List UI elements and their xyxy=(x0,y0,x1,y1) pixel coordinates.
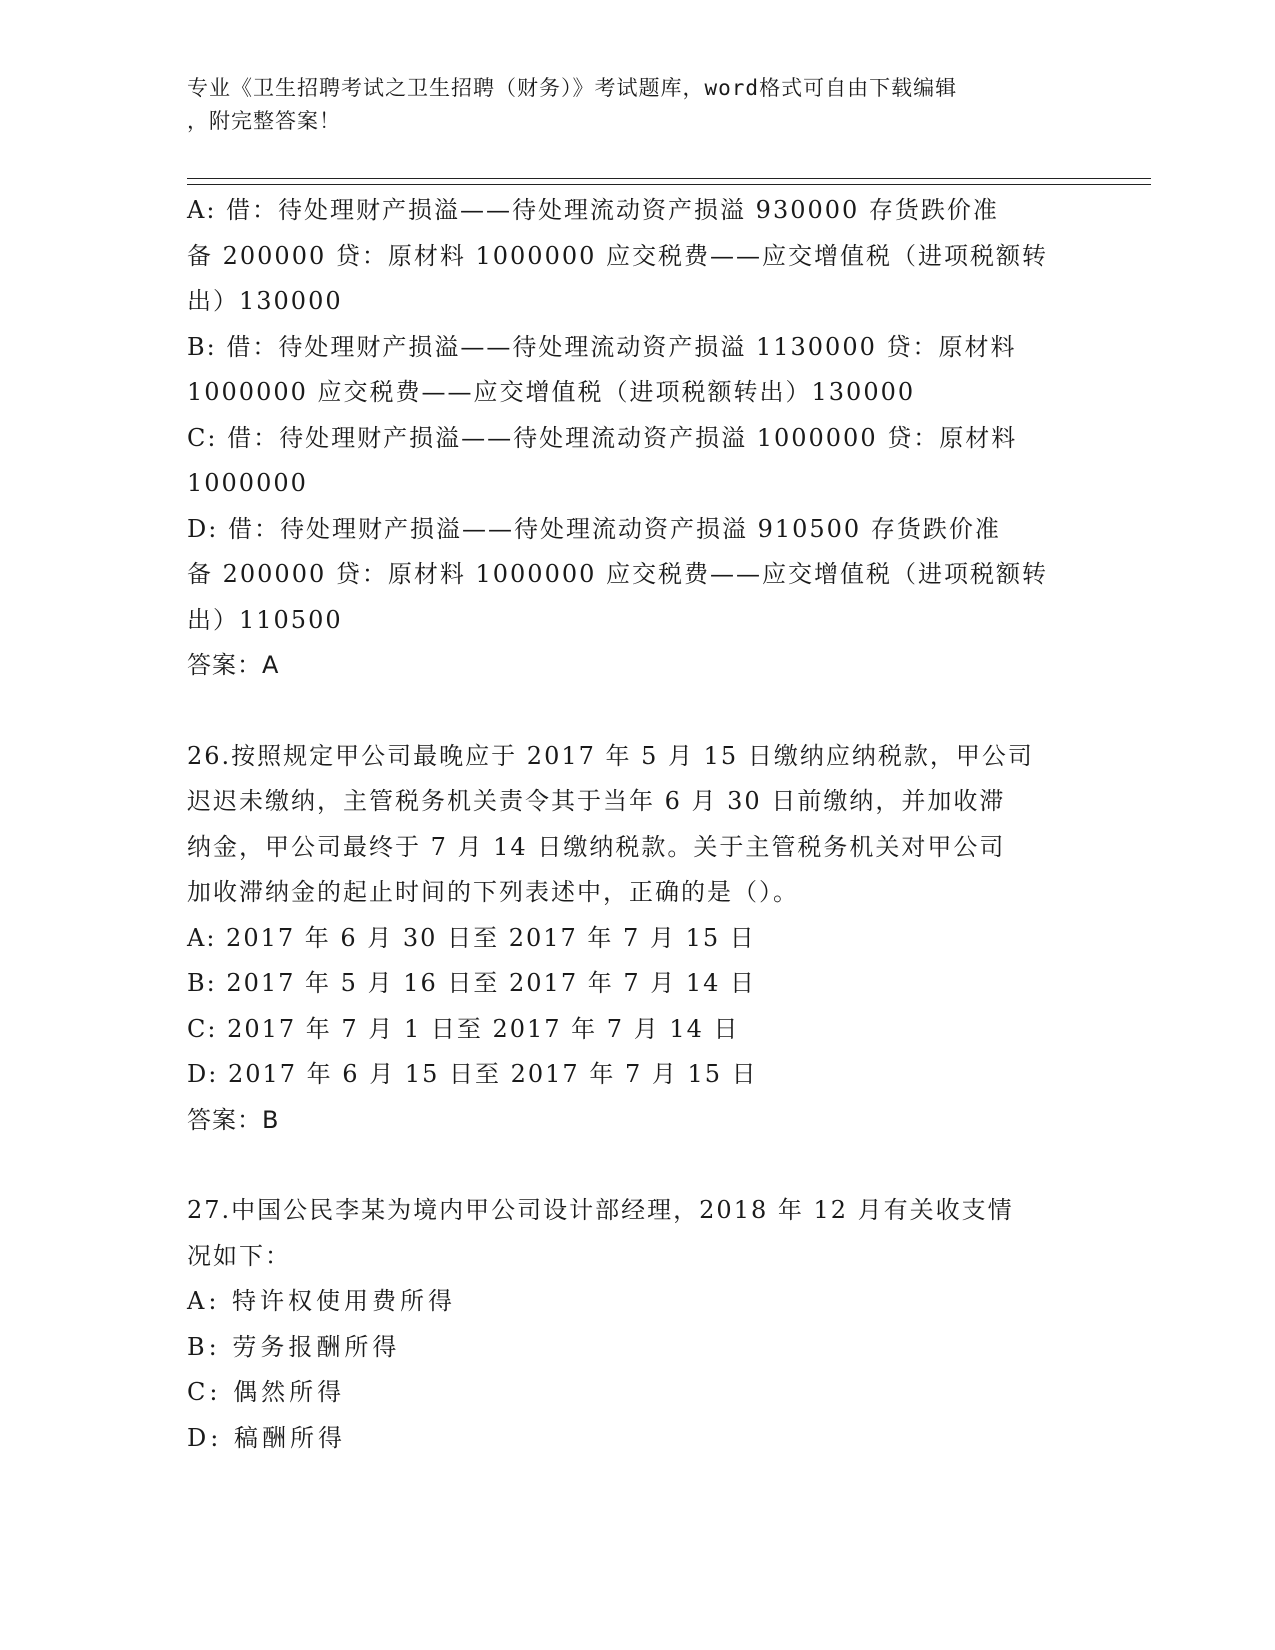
option-line: 出）130000 xyxy=(187,287,343,315)
option-line: 出）110500 xyxy=(187,605,343,634)
option-c: C: 2017 年 7 月 1 日至 2017 年 7 月 14 日 xyxy=(187,1014,740,1043)
option-b: B: 劳务报酬所得 xyxy=(187,1332,401,1361)
option-c xyxy=(187,416,1077,507)
option-line: 1000000 应交税费——应交增值税（进项税额转出）130000 xyxy=(187,378,916,406)
question-line: 况如下： xyxy=(187,1241,291,1270)
question-25-block xyxy=(187,188,1077,689)
option-a: A: 2017 年 6 月 30 日至 2017 年 7 月 15 日 xyxy=(187,923,756,952)
question-line: 纳金，甲公司最终于 7 月 14 日缴纳税款。关于主管税务机关对甲公司 xyxy=(187,832,1006,861)
question-text xyxy=(187,734,1077,916)
question-line: 27.中国公民李某为境内甲公司设计部经理，2018 年 12 月有关收支情 xyxy=(187,1196,1014,1224)
document-header xyxy=(187,72,1077,138)
option-line: B: 借：待处理财产损溢——待处理流动资产损溢 1130000 贷：原材料 xyxy=(187,332,1017,361)
option-d: D: 2017 年 6 月 15 日至 2017 年 7 月 15 日 xyxy=(187,1060,758,1088)
option-d xyxy=(187,507,1077,644)
option-line: 备 200000 贷：原材料 1000000 应交税费——应交增值税（进项税额转 xyxy=(187,241,1049,270)
header-line-2: ，附完整答案！ xyxy=(187,109,341,133)
spacer xyxy=(187,1143,1077,1188)
option-a xyxy=(187,188,1077,325)
header-line-1: 专业《卫生招聘考试之卫生招聘（财务）》考试题库，word格式可自由下载编辑 xyxy=(187,76,958,100)
option-d: D: 稿酬所得 xyxy=(187,1423,346,1452)
option-line: 1000000 xyxy=(187,469,308,497)
document-body xyxy=(187,188,1077,1461)
option-line: D: 借：待处理财产损溢——待处理流动资产损溢 910500 存货跌价准 xyxy=(187,514,1001,543)
question-line: 迟迟未缴纳，主管税务机关责令其于当年 6 月 30 日前缴纳，并加收滞 xyxy=(187,787,1006,815)
question-line: 加收滞纳金的起止时间的下列表述中，正确的是（）。 xyxy=(187,878,799,906)
option-line: A: 借：待处理财产损溢——待处理流动资产损溢 930000 存货跌价准 xyxy=(187,196,999,224)
option-b xyxy=(187,325,1077,416)
option-line: C: 借：待处理财产损溢——待处理流动资产损溢 1000000 贷：原材料 xyxy=(187,423,1018,452)
header-divider-bottom xyxy=(187,184,1151,185)
spacer xyxy=(187,689,1077,734)
question-26-block xyxy=(187,734,1077,1144)
header-divider-top xyxy=(187,178,1151,179)
question-text xyxy=(187,1188,1077,1279)
question-27-block xyxy=(187,1188,1077,1461)
option-a: A: 特许权使用费所得 xyxy=(187,1287,457,1315)
question-line: 26.按照规定甲公司最晚应于 2017 年 5 月 15 日缴纳应纳税款，甲公司 xyxy=(187,741,1034,770)
answer-label: 答案：A xyxy=(187,651,280,679)
option-line: 备 200000 贷：原材料 1000000 应交税费——应交增值税（进项税额转 xyxy=(187,560,1049,588)
option-b: B: 2017 年 5 月 16 日至 2017 年 7 月 14 日 xyxy=(187,969,757,997)
answer-label: 答案：B xyxy=(187,1105,280,1134)
option-c: C: 偶然所得 xyxy=(187,1378,346,1406)
